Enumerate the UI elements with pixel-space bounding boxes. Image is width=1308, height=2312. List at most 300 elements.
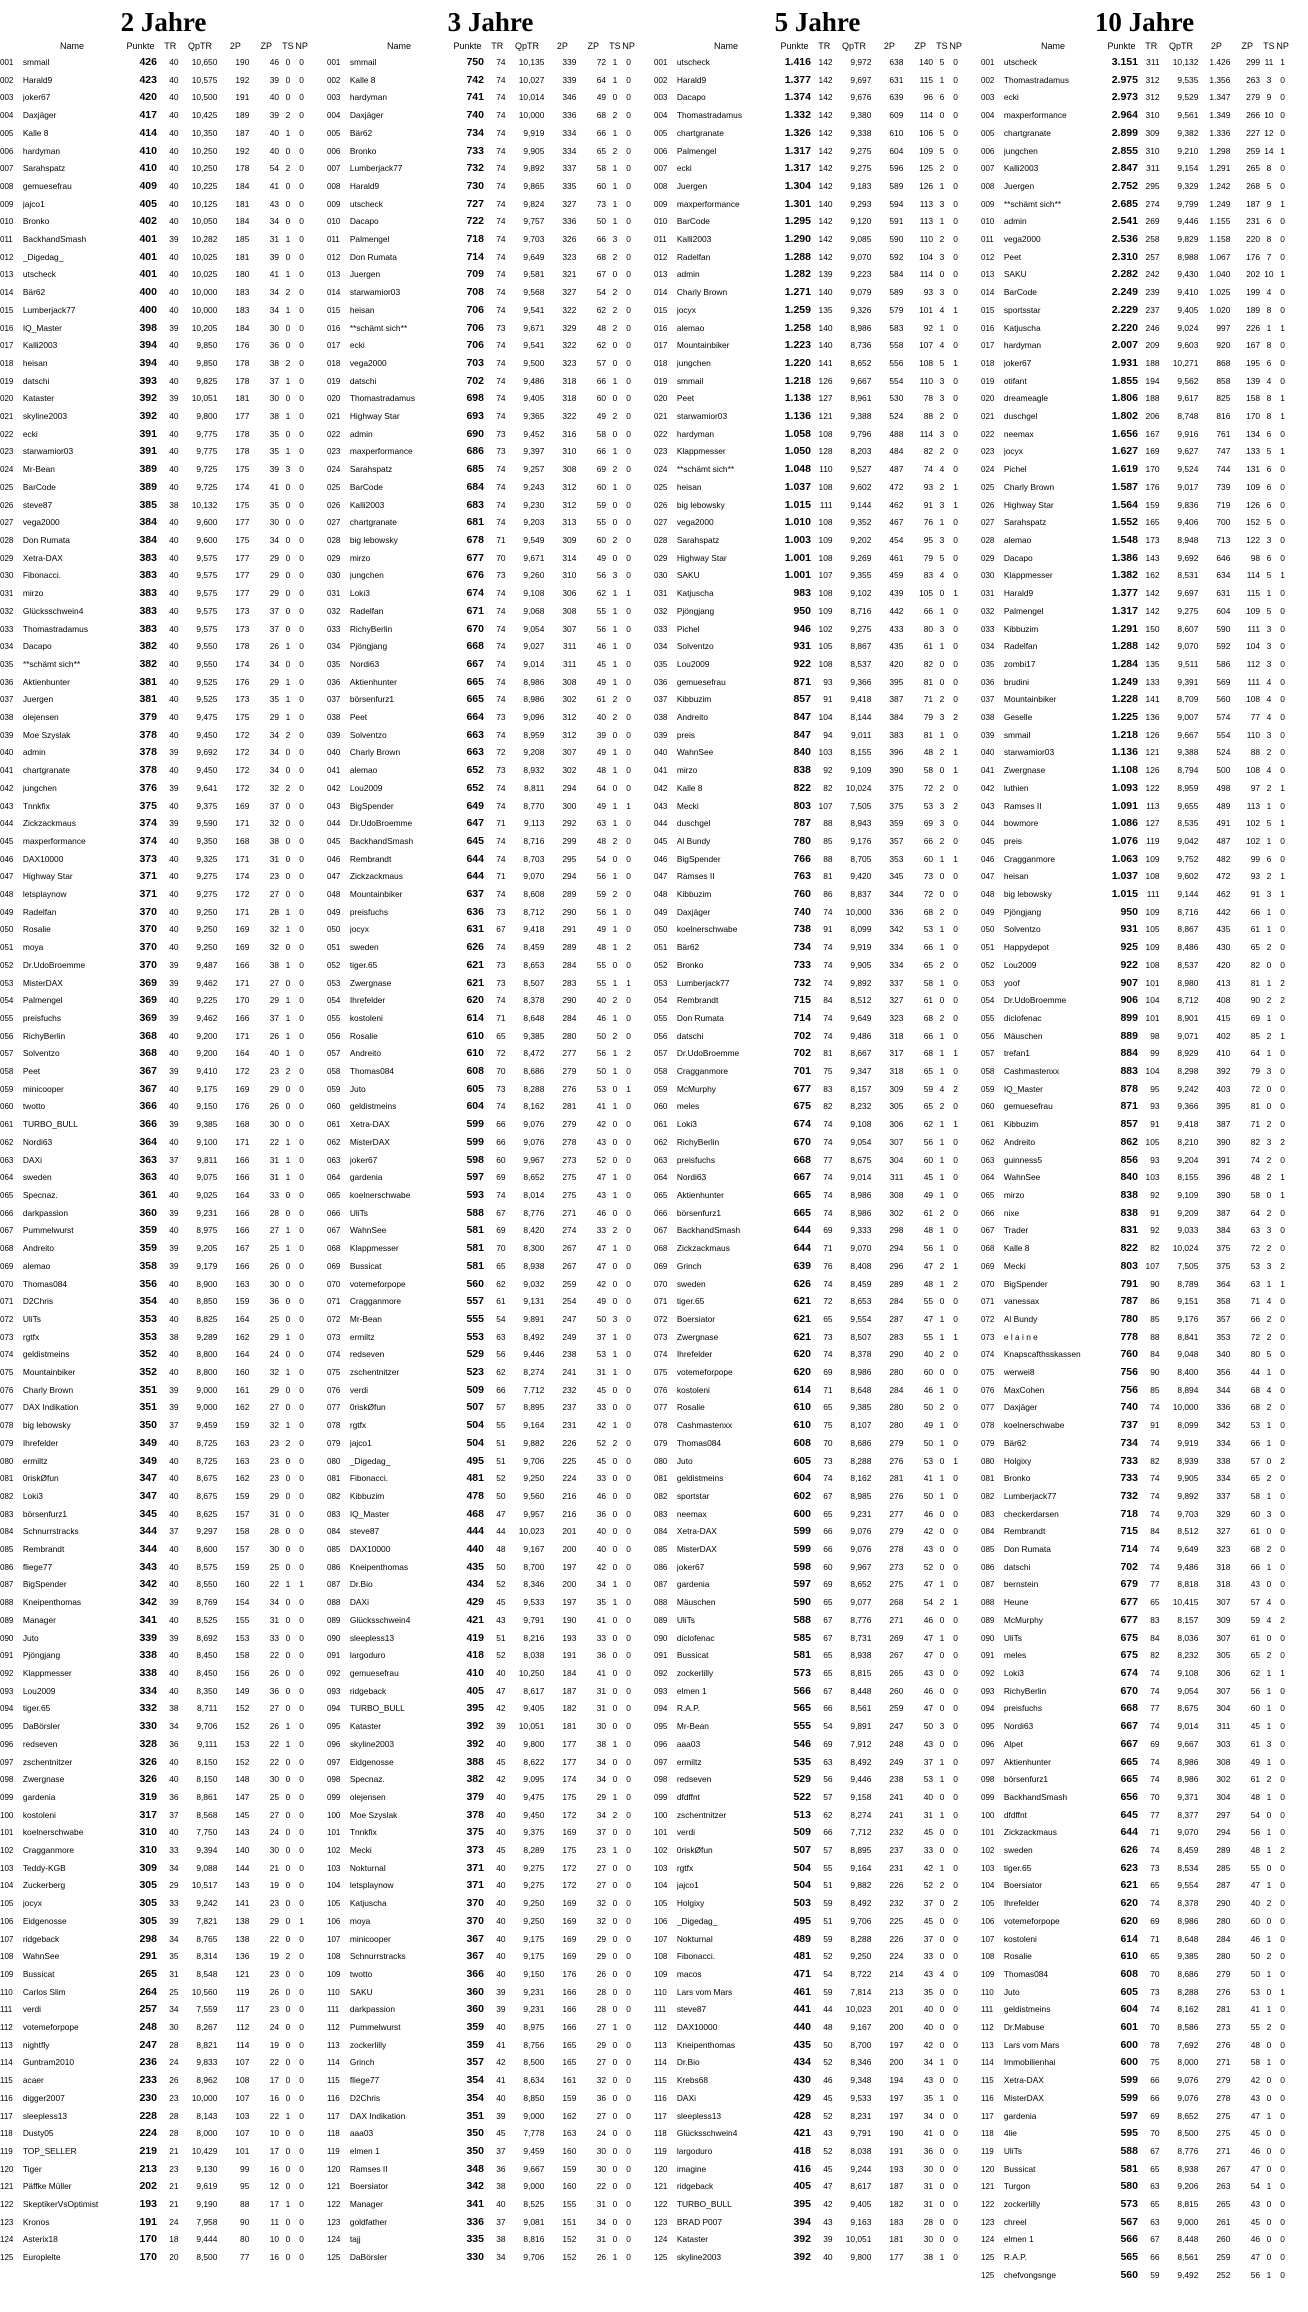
cell-tr: 40: [169, 853, 179, 864]
cell-2p: 747: [1216, 446, 1231, 457]
cell-name: preis: [1003, 835, 1022, 846]
cell-2p: 1.155: [1209, 216, 1231, 227]
cell-qptr: 8,448: [850, 1685, 872, 1696]
table-row: [981, 2037, 1301, 2055]
cell-points: 862: [1120, 1135, 1138, 1148]
cell-2p: 107: [235, 2057, 250, 2068]
cell-rank: 029: [327, 553, 341, 563]
cell-qptr: 8,711: [197, 1703, 218, 1714]
cell-name: Specnaz.: [22, 1190, 58, 1200]
cell-qptr: 8,700: [523, 1561, 545, 1572]
cell-tr: 121: [818, 411, 833, 422]
cell-np: 0: [1280, 1526, 1285, 1537]
cell-2p: 274: [562, 1225, 577, 1236]
cell-zp: 66: [923, 942, 934, 953]
cell-zp: 65: [923, 1101, 934, 1112]
cell-np: 0: [299, 2181, 304, 2192]
cell-zp: 40: [596, 1526, 607, 1537]
cell-2p: 306: [889, 1119, 904, 1130]
cell-points: 709: [466, 268, 484, 281]
cell-qptr: 9,524: [1177, 464, 1199, 475]
table-row: [327, 160, 647, 178]
cell-name: Andreito: [22, 1243, 55, 1254]
cell-ts: 1: [612, 127, 618, 138]
cell-tr: 40: [169, 251, 179, 262]
cell-qptr: 9,250: [196, 924, 218, 935]
cell-rank: 032: [981, 606, 995, 616]
cell-zp: 30: [596, 2145, 607, 2156]
cell-ts: 0: [285, 765, 291, 776]
cell-np: 0: [626, 1136, 631, 1147]
cell-rank: 120: [0, 2164, 14, 2174]
cell-zp: 220: [1246, 234, 1261, 245]
cell-name: Mecki: [1003, 1260, 1026, 1271]
cell-name: alemao: [349, 765, 378, 776]
cell-tr: 39: [169, 1915, 179, 1926]
cell-points: 219: [139, 2144, 157, 2157]
cell-name: Katjuscha: [349, 1898, 387, 1909]
cell-points: 677: [793, 1082, 811, 1095]
cell-2p: 302: [562, 765, 577, 776]
cell-name: Dacapo: [676, 92, 706, 103]
cell-ts: 0: [612, 1827, 618, 1838]
cell-zp: 65: [596, 145, 607, 156]
cell-zp: 114: [1246, 570, 1261, 581]
cell-qptr: 8,561: [850, 1703, 872, 1714]
cell-2p: 322: [562, 304, 577, 315]
cell-points: 191: [139, 2215, 157, 2228]
cell-zp: 48: [596, 942, 607, 953]
cell-name: Klappmesser: [1003, 570, 1053, 581]
cell-zp: 27: [596, 2057, 607, 2068]
cell-zp: 131: [1246, 464, 1261, 475]
cell-zp: 82: [1250, 1136, 1261, 1147]
cell-tr: 162: [1145, 570, 1160, 581]
cell-qptr: 9,190: [196, 2199, 218, 2210]
cell-qptr: 8,709: [1177, 694, 1199, 705]
table-row: [654, 443, 974, 461]
column-header-zp: ZP: [914, 41, 926, 51]
cell-ts: 0: [939, 2022, 945, 2033]
cell-points: 871: [793, 675, 811, 688]
cell-np: 0: [299, 959, 304, 970]
cell-zp: 38: [269, 835, 280, 846]
cell-np: 0: [953, 216, 958, 227]
cell-ts: 0: [939, 1667, 945, 1678]
cell-rank: 039: [654, 730, 668, 740]
cell-np: 1: [1280, 446, 1285, 457]
cell-2p: 166: [235, 1172, 250, 1183]
table-row: [327, 1116, 647, 1134]
cell-zp: 81: [1250, 1101, 1261, 1112]
table-row: [327, 656, 647, 674]
cell-tr: 74: [496, 216, 506, 227]
cell-2p: 337: [889, 977, 904, 988]
cell-ts: 0: [285, 818, 291, 829]
cell-tr: 62: [496, 1367, 506, 1378]
cell-np: 0: [299, 92, 304, 103]
table-row: [0, 798, 320, 816]
cell-zp: 35: [269, 499, 280, 510]
cell-np: 0: [953, 1968, 958, 1979]
table-row: [981, 160, 1301, 178]
cell-ts: 1: [612, 1738, 618, 1749]
cell-np: 0: [626, 641, 631, 652]
cell-np: 0: [953, 287, 958, 298]
cell-rank: 096: [327, 1739, 341, 1749]
ranking-table: [0, 38, 320, 2267]
cell-rank: 003: [327, 93, 341, 103]
cell-rank: 053: [654, 978, 668, 988]
cell-tr: 274: [1145, 198, 1160, 209]
cell-tr: 206: [1145, 411, 1160, 422]
cell-points: 392: [139, 410, 157, 423]
table-row: [327, 2037, 647, 2055]
cell-qptr: 8,986: [850, 322, 872, 333]
cell-tr: 122: [1145, 782, 1160, 793]
cell-points: 363: [139, 1153, 157, 1166]
cell-np: 0: [626, 163, 631, 174]
cell-np: 0: [626, 1597, 631, 1608]
cell-2p: 279: [889, 1437, 904, 1448]
cell-qptr: 9,590: [196, 818, 218, 829]
cell-rank: 018: [327, 358, 341, 368]
cell-tr: 73: [496, 977, 506, 988]
cell-zp: 56: [596, 1048, 607, 1059]
cell-2p: 289: [562, 942, 577, 953]
cell-qptr: 8,459: [1177, 1845, 1199, 1856]
cell-points: 856: [1120, 1153, 1138, 1166]
cell-ts: 1: [285, 2199, 291, 2210]
cell-ts: 0: [285, 1933, 291, 1944]
cell-np: 0: [626, 1986, 631, 1997]
cell-rank: 042: [654, 783, 668, 793]
cell-qptr: 9,210: [1177, 145, 1199, 156]
cell-tr: 77: [823, 1154, 833, 1165]
cell-zp: 47: [1250, 1880, 1261, 1891]
cell-rank: 049: [327, 907, 341, 917]
cell-2p: 185: [235, 234, 250, 245]
table-row: [654, 249, 974, 267]
cell-2p: 226: [889, 1933, 904, 1944]
cell-zp: 30: [269, 1544, 280, 1555]
cell-name: diclofenac: [1003, 1012, 1042, 1023]
cell-np: 0: [626, 499, 631, 510]
cell-points: 364: [139, 1135, 157, 1148]
cell-points: 756: [1120, 1383, 1138, 1396]
cell-zp: 56: [596, 570, 607, 581]
cell-zp: 64: [1250, 1048, 1261, 1059]
cell-name: Mäuschen: [1003, 1030, 1043, 1041]
cell-tr: 66: [496, 1136, 506, 1147]
column-header-rank: [0, 38, 23, 54]
cell-2p: 583: [889, 322, 904, 333]
table-row: [327, 1045, 647, 1063]
cell-zp: 72: [596, 57, 607, 67]
cell-name: Thomastradamus: [676, 110, 743, 121]
cell-2p: 181: [235, 393, 250, 404]
cell-np: 0: [1280, 605, 1285, 616]
cell-name: mirzo: [349, 552, 371, 563]
cell-points: 342: [139, 1578, 157, 1591]
cell-tr: 88: [823, 853, 833, 864]
cell-points: 791: [1120, 1277, 1138, 1290]
cell-ts: 3: [939, 1721, 945, 1732]
cell-name: nixe: [1003, 1207, 1020, 1218]
cell-zp: 49: [923, 1190, 934, 1200]
cell-points: 931: [793, 640, 811, 653]
cell-tr: 40: [496, 1667, 506, 1678]
cell-name: Juergen: [22, 694, 54, 705]
cell-rank: 067: [981, 1226, 995, 1236]
cell-2p: 238: [562, 1349, 577, 1360]
cell-ts: 0: [285, 1667, 291, 1678]
cell-name: tiger.65: [22, 1703, 51, 1714]
cell-rank: 065: [327, 1191, 341, 1200]
cell-zp: 122: [1246, 534, 1261, 545]
cell-2p: 498: [1216, 782, 1231, 793]
cell-ts: 2: [285, 1066, 291, 1077]
cell-rank: 097: [981, 1757, 995, 1767]
cell-points: 581: [1120, 2162, 1138, 2175]
cell-rank: 041: [981, 766, 995, 776]
cell-ts: 5: [939, 127, 945, 138]
cell-rank: 080: [327, 1456, 341, 1466]
cell-qptr: 9,070: [523, 871, 545, 882]
cell-ts: 2: [612, 145, 618, 156]
cell-np: 0: [626, 605, 631, 616]
cell-tr: 74: [1150, 1756, 1160, 1767]
cell-ts: 9: [1266, 198, 1272, 209]
cell-qptr: 8,948: [1177, 534, 1199, 545]
table-row: [327, 54, 647, 72]
cell-points: 585: [793, 1631, 811, 1644]
cell-zp: 47: [923, 1632, 934, 1643]
cell-np: 0: [299, 658, 304, 669]
cell-tr: 47: [496, 1508, 506, 1519]
cell-points: 1.656: [1111, 427, 1138, 440]
cell-rank: 058: [327, 1067, 341, 1077]
cell-ts: 4: [1266, 694, 1272, 705]
cell-2p: 176: [235, 676, 250, 687]
cell-qptr: 9,154: [1177, 163, 1199, 174]
cell-zp: 50: [596, 216, 607, 227]
cell-qptr: 9,203: [523, 517, 545, 528]
cell-tr: 127: [818, 393, 833, 404]
cell-np: 0: [953, 1313, 958, 1324]
cell-name: Ihrefelder: [1003, 1898, 1040, 1909]
cell-points: 394: [139, 339, 157, 352]
cell-tr: 66: [496, 1119, 506, 1130]
ranking-panel: [327, 0, 654, 2312]
cell-name: Mountainbiker: [1003, 694, 1057, 705]
cell-points: 347: [139, 1489, 157, 1502]
cell-name: koelnerschwabe: [676, 924, 738, 935]
cell-zp: 50: [923, 1402, 934, 1413]
cell-qptr: 9,151: [1177, 1296, 1199, 1307]
cell-ts: 0: [612, 2234, 618, 2245]
cell-rank: 001: [981, 58, 995, 67]
cell-ts: 6: [939, 92, 945, 103]
cell-tr: 108: [818, 428, 833, 439]
cell-rank: 038: [981, 713, 995, 723]
cell-name: RichyBerlin: [1003, 1685, 1047, 1696]
cell-rank: 096: [0, 1739, 14, 1749]
cell-rank: 094: [654, 1704, 668, 1714]
cell-qptr: 9,042: [1177, 835, 1199, 846]
table-row: [654, 2125, 974, 2143]
cell-rank: 115: [327, 2076, 340, 2086]
table-row: [654, 1612, 974, 1630]
table-row: [0, 1931, 320, 1949]
cell-tr: 74: [496, 304, 506, 315]
cell-2p: 180: [235, 269, 250, 280]
cell-ts: 1: [939, 1331, 945, 1342]
cell-points: 1.627: [1111, 445, 1138, 458]
cell-name: utscheck: [1003, 57, 1037, 67]
cell-name: Rosalie: [676, 1402, 705, 1413]
cell-name: verdi: [676, 1827, 695, 1838]
cell-2p: 435: [889, 641, 904, 652]
cell-rank: 100: [654, 1810, 668, 1820]
cell-name: ecki: [676, 163, 692, 174]
cell-ts: 2: [939, 1012, 945, 1023]
cell-name: duschgel: [676, 818, 711, 829]
cell-np: 0: [299, 127, 304, 138]
cell-np: 1: [953, 357, 958, 368]
cell-np: 1: [953, 1597, 958, 1608]
cell-zp: 71: [1250, 1119, 1261, 1130]
cell-points: 597: [793, 1578, 811, 1591]
cell-rank: 077: [654, 1403, 668, 1413]
cell-tr: 99: [1150, 1048, 1160, 1059]
cell-name: jocyx: [22, 1898, 42, 1909]
table-row: [981, 1028, 1301, 1046]
cell-2p: 524: [1216, 747, 1231, 758]
cell-2p: 184: [562, 1667, 577, 1678]
cell-points: 2.855: [1111, 144, 1138, 157]
cell-rank: 075: [981, 1368, 995, 1378]
cell-2p: 254: [562, 1296, 577, 1307]
cell-name: Fibonacci.: [22, 570, 62, 581]
cell-zp: 45: [596, 1455, 607, 1466]
cell-name: jajco1: [349, 1437, 372, 1448]
cell-points: 507: [793, 1844, 811, 1857]
cell-name: fliege77: [349, 2075, 380, 2086]
cell-ts: 2: [612, 1437, 618, 1448]
cell-rank: 072: [327, 1314, 341, 1324]
cell-qptr: 8,531: [1177, 570, 1199, 581]
cell-name: starwamior03: [1003, 747, 1055, 758]
cell-points: 351: [139, 1383, 157, 1396]
cell-zp: 22: [269, 1650, 280, 1661]
cell-points: 683: [466, 498, 484, 511]
cell-np: 0: [299, 411, 304, 422]
cell-ts: 0: [612, 357, 618, 368]
cell-zp: 68: [923, 906, 934, 917]
cell-2p: 268: [889, 1597, 904, 1608]
cell-np: 0: [1280, 2145, 1285, 2156]
cell-np: 0: [626, 375, 631, 386]
cell-name: Mr-Bean: [349, 1313, 382, 1324]
cell-points: 822: [1120, 1242, 1138, 1255]
cell-qptr: 9,676: [850, 92, 872, 103]
cell-name: Geselle: [1003, 712, 1033, 723]
cell-np: 0: [1280, 1012, 1285, 1023]
cell-qptr: 10,050: [191, 216, 218, 227]
cell-rank: 110: [981, 1987, 994, 1997]
cell-qptr: 8,959: [523, 729, 545, 740]
cell-rank: 058: [654, 1067, 668, 1077]
cell-points: 925: [1120, 941, 1138, 954]
cell-2p: 237: [562, 1402, 577, 1413]
table-row: [327, 921, 647, 939]
cell-zp: 30: [269, 517, 280, 528]
cell-ts: 0: [612, 1898, 618, 1909]
cell-np: 1: [1280, 782, 1285, 793]
cell-points: 3.151: [1111, 56, 1138, 68]
cell-2p: 604: [1216, 605, 1231, 616]
cell-ts: 0: [612, 1650, 618, 1661]
cell-ts: 1: [285, 1579, 291, 1590]
cell-zp: 81: [923, 729, 934, 740]
cell-rank: 119: [327, 2146, 340, 2156]
table-row: [654, 1488, 974, 1506]
cell-points: 468: [466, 1507, 484, 1520]
cell-qptr: 8,537: [1177, 959, 1199, 970]
cell-qptr: 9,275: [850, 623, 872, 634]
cell-rank: 114: [981, 2058, 994, 2068]
table-row: [0, 2161, 320, 2179]
table-row: [981, 1169, 1301, 1187]
cell-zp: 46: [923, 1384, 934, 1395]
cell-2p: 249: [889, 1756, 904, 1767]
cell-zp: 85: [1250, 1030, 1261, 1041]
table-row: [327, 1523, 647, 1541]
table-row: [327, 1559, 647, 1577]
cell-zp: 48: [596, 322, 607, 333]
cell-np: 0: [299, 2145, 304, 2156]
cell-np: 1: [1280, 1190, 1285, 1200]
cell-qptr: 9,757: [523, 216, 545, 227]
cell-2p: 279: [1216, 2075, 1231, 2086]
cell-np: 0: [626, 216, 631, 227]
cell-2p: 167: [235, 1243, 250, 1254]
cell-points: 1.284: [1111, 657, 1138, 670]
cell-tr: 74: [823, 959, 833, 970]
cell-tr: 40: [169, 198, 179, 209]
cell-zp: 29: [269, 1490, 280, 1501]
cell-tr: 74: [1150, 1544, 1160, 1555]
cell-name: rgtfx: [22, 1331, 40, 1342]
cell-rank: 009: [0, 199, 14, 209]
cell-zp: 42: [596, 1278, 607, 1289]
cell-qptr: 9,025: [196, 1190, 218, 1200]
cell-np: 0: [626, 959, 631, 970]
cell-tr: 119: [1146, 835, 1160, 846]
cell-name: jocyx: [676, 304, 696, 315]
cell-name: Aktienhunter: [676, 1190, 724, 1200]
cell-points: 644: [466, 870, 484, 883]
cell-points: 170: [139, 2251, 157, 2264]
cell-2p: 279: [562, 1119, 577, 1130]
cell-2p: 309: [889, 1083, 904, 1094]
cell-tr: 40: [169, 623, 179, 634]
cell-2p: 290: [562, 906, 577, 917]
cell-rank: 071: [654, 1297, 668, 1307]
cell-rank: 102: [654, 1846, 668, 1856]
cell-np: 0: [299, 623, 304, 634]
